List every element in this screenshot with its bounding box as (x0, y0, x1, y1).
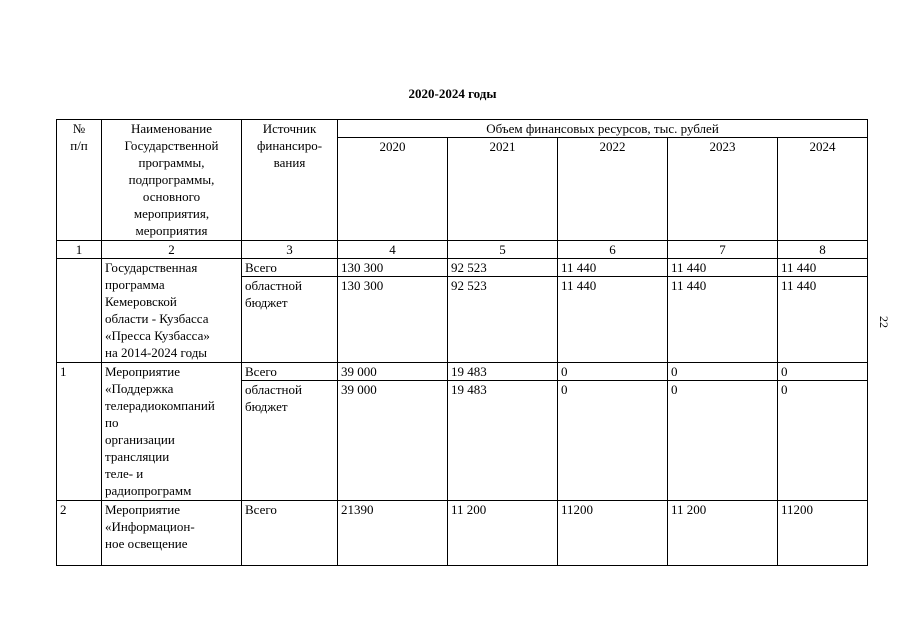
value-2021: 19 483 (448, 381, 558, 501)
event-name: Мероприятие «Поддержка телерадиокомпаний по организации трансляции теле- и радиопрограмм (102, 363, 242, 501)
value-2023: 11 440 (668, 259, 778, 277)
column-number: 2 (102, 241, 242, 259)
column-number: 7 (668, 241, 778, 259)
value-2021: 19 483 (448, 363, 558, 381)
value-2020: 130 300 (338, 277, 448, 363)
source-total: Всего (242, 259, 338, 277)
header-source: Источник финансиро- вания (242, 120, 338, 241)
value-2023: 11 200 (668, 501, 778, 566)
table-header-row (57, 120, 868, 138)
source-regional-budget: областной бюджет (242, 277, 338, 363)
column-number: 1 (57, 241, 102, 259)
source-total: Всего (242, 501, 338, 566)
value-2021: 92 523 (448, 259, 558, 277)
value-2024: 11 440 (778, 277, 868, 363)
header-volume: Объем финансовых ресурсов, тыс. рублей (338, 120, 868, 138)
column-number: 4 (338, 241, 448, 259)
value-2024: 11200 (778, 501, 868, 566)
column-number: 6 (558, 241, 668, 259)
value-2024: 0 (778, 381, 868, 501)
row-number (57, 259, 102, 363)
value-2020: 21390 (338, 501, 448, 566)
row-number: 2 (57, 501, 102, 566)
value-2024: 11 440 (778, 259, 868, 277)
value-2023: 11 440 (668, 277, 778, 363)
financing-table (56, 119, 868, 566)
value-2021: 11 200 (448, 501, 558, 566)
header-year-2023: 2023 (668, 138, 778, 241)
header-year-2021: 2021 (448, 138, 558, 241)
value-2023: 0 (668, 381, 778, 501)
table-row (57, 363, 868, 381)
program-name: Государственная программа Кемеровской области - Кузбасса «Пресса Кузбасса» на 2014-2024 годы (102, 259, 242, 363)
value-2022: 11200 (558, 501, 668, 566)
value-2020: 39 000 (338, 363, 448, 381)
value-2024: 0 (778, 363, 868, 381)
column-number-row (57, 241, 868, 259)
value-2020: 130 300 (338, 259, 448, 277)
column-number: 5 (448, 241, 558, 259)
header-year-2020: 2020 (338, 138, 448, 241)
value-2020: 39 000 (338, 381, 448, 501)
table-row (57, 259, 868, 277)
value-2022: 11 440 (558, 259, 668, 277)
value-2022: 0 (558, 381, 668, 501)
row-number: 1 (57, 363, 102, 501)
header-no: № п/п (57, 120, 102, 241)
table-row (57, 501, 868, 566)
value-2022: 11 440 (558, 277, 668, 363)
header-year-2024: 2024 (778, 138, 868, 241)
page-title: 2020-2024 годы (408, 86, 497, 101)
value-2022: 0 (558, 363, 668, 381)
value-2021: 92 523 (448, 277, 558, 363)
source-regional-budget: областной бюджет (242, 381, 338, 501)
value-2023: 0 (668, 363, 778, 381)
header-year-2022: 2022 (558, 138, 668, 241)
header-name: Наименование Государственной программы, подпрограммы, основного мероприятия, мероприятия (102, 120, 242, 241)
column-number: 3 (242, 241, 338, 259)
page-number: 22 (877, 316, 891, 328)
source-total: Всего (242, 363, 338, 381)
column-number: 8 (778, 241, 868, 259)
event-name: Мероприятие «Информацион- ное освещение (102, 501, 242, 566)
